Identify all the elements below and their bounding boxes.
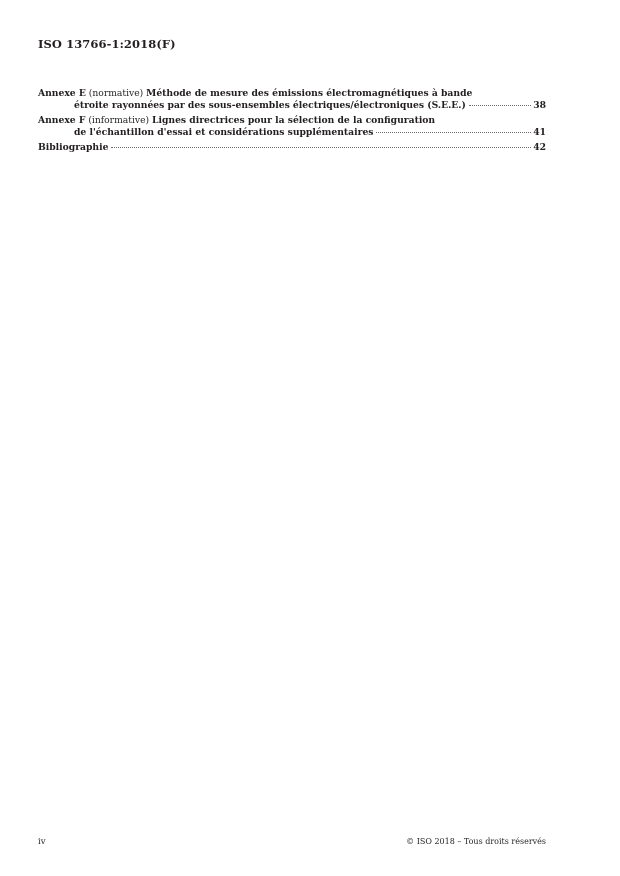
annex-label: Annexe F bbox=[38, 115, 86, 126]
toc-entry-line bbox=[38, 100, 546, 112]
footer-copyright: © ISO 2018 – Tous droits réservés bbox=[406, 837, 546, 846]
toc-entry-line bbox=[38, 127, 546, 139]
page-number: 41 bbox=[533, 126, 546, 138]
dot-leader bbox=[376, 132, 531, 133]
toc-entry-annex-e[interactable] bbox=[38, 88, 546, 111]
annex-qualifier: (informative) bbox=[88, 115, 150, 126]
annex-title-continued: de l'échantillon d'essai et considérations supplémentaires bbox=[74, 126, 374, 138]
annex-label: Annexe E bbox=[38, 88, 86, 99]
dot-leader bbox=[469, 105, 531, 106]
toc-entry-bibliography[interactable] bbox=[38, 142, 546, 154]
table-of-contents bbox=[38, 88, 546, 158]
annex-title: Méthode de mesure des émissions électromagnétiques à bande bbox=[146, 88, 473, 99]
annex-qualifier: (normative) bbox=[88, 88, 144, 99]
toc-entry-line bbox=[38, 142, 546, 154]
annex-title: Lignes directrices pour la sélection de la configuration bbox=[152, 115, 436, 126]
toc-entry-line bbox=[38, 88, 546, 100]
toc-entry-annex-f[interactable] bbox=[38, 115, 546, 138]
footer-page-number: iv bbox=[38, 837, 46, 847]
document-identifier: ISO 13766-1:2018(F) bbox=[38, 37, 176, 51]
bibliography-title: Bibliographie bbox=[38, 142, 109, 153]
annex-title-continued: étroite rayonnées par des sous-ensembles électriques/électroniques (S.E.E.) bbox=[74, 99, 466, 111]
dot-leader bbox=[111, 147, 531, 148]
toc-entry-line bbox=[38, 115, 546, 127]
page-number: 42 bbox=[533, 142, 546, 153]
page-number: 38 bbox=[533, 99, 546, 111]
